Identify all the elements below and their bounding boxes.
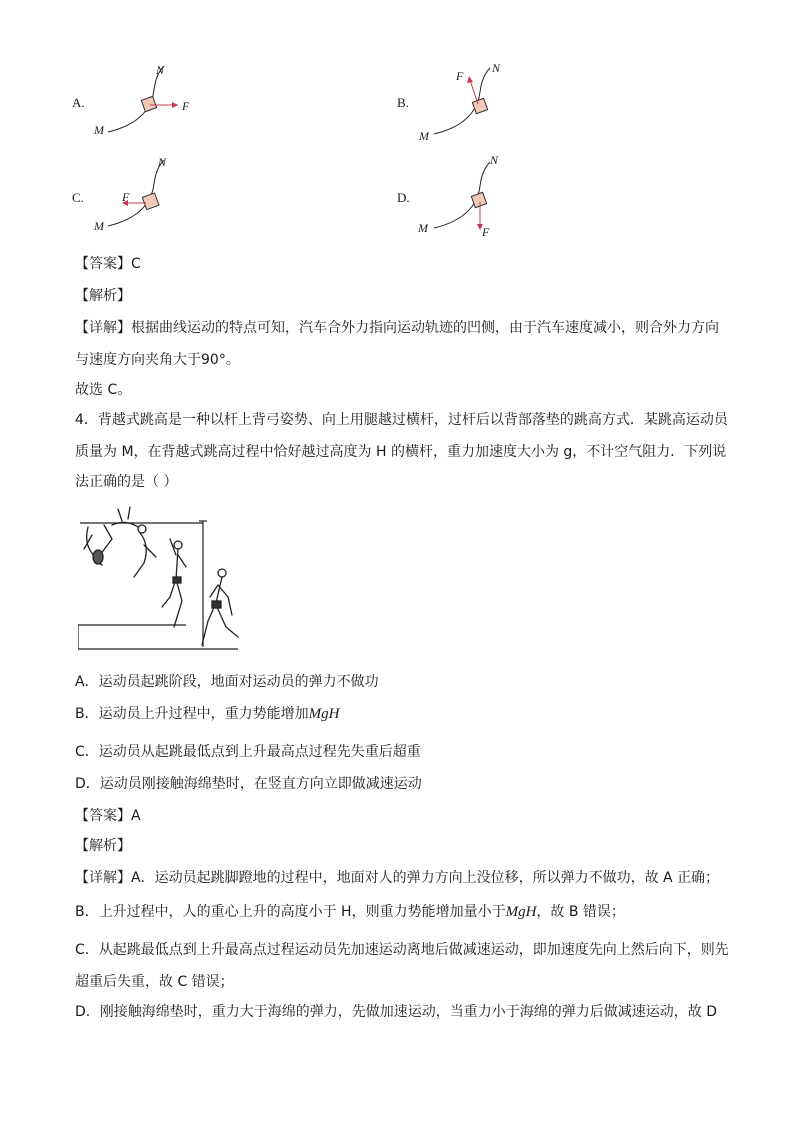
car-block — [472, 98, 487, 113]
q4-detail-b-formula: MgH — [505, 904, 537, 920]
force-arrow — [470, 80, 478, 104]
q4-detail-b — [75, 902, 625, 922]
option-b-diagram — [412, 58, 532, 148]
q4-detail-b-end: ，故 B 错误； — [536, 904, 625, 920]
end-label: N — [158, 155, 167, 169]
start-label: M — [94, 219, 104, 233]
force-label: F — [122, 190, 130, 204]
option-c-diagram — [90, 152, 210, 237]
option-a-diagram — [90, 60, 210, 145]
end-label: N — [492, 61, 501, 75]
high-jump-illustration — [78, 505, 243, 655]
force-label: F — [482, 225, 490, 239]
car-block — [141, 96, 156, 111]
car-block — [142, 193, 159, 210]
force-label: F — [456, 69, 464, 83]
option-d-diagram — [412, 150, 532, 242]
q4-option-b — [75, 704, 339, 724]
q4-detail-a: 【详解】A．运动员起跳脚蹬地的过程中，地面对人的弹力方向上没位移，所以弹力不做功，故 A 正确； — [75, 870, 720, 886]
athlete-figures — [84, 507, 238, 645]
q4-stem-line-1: 4．背越式跳高是一种以杆上背弓姿势、向上用腿越过横杆，过杆后以背部落垫的跳高方式．某跳高运动员 — [75, 412, 728, 428]
option-c-label: C. — [72, 190, 84, 205]
q4-detail-c-line-2: 超重后失重，故 C 错误； — [75, 974, 234, 990]
q4-stem-line-2: 质量为 M，在背越式跳高过程中恰好越过高度为 H 的横杆，重力加速度大小为 g，不计空气阻力．下列说 — [75, 444, 727, 460]
q4-option-d: D．运动员刚接触海绵垫时，在竖直方向立即做减速运动 — [75, 776, 422, 792]
option-d-label: D. — [397, 190, 410, 205]
start-label: M — [94, 123, 104, 137]
q4-analysis-heading: 【解析】 — [75, 838, 131, 854]
start-label: M — [419, 129, 429, 143]
bar-stand — [78, 521, 238, 649]
q4-option-b-formula: MgH — [308, 706, 340, 722]
q3-detail-line-2: 与速度方向夹角大于90°。 — [75, 352, 240, 368]
q4-detail-b-text: B．上升过程中，人的重心上升的高度小于 H，则重力势能增加量小于 — [75, 904, 506, 920]
q4-detail-d: D．刚接触海绵垫时，重力大于海绵的弹力，先做加速运动，当重力小于海绵的弹力后做减速运动，故 D — [75, 1004, 718, 1020]
end-label: N — [156, 63, 165, 77]
q3-answer: 【答案】C — [75, 256, 141, 272]
q4-option-b-text: B．运动员上升过程中，重力势能增加 — [75, 706, 309, 722]
q4-stem-line-3: 法正确的是（ ） — [75, 474, 178, 490]
q3-detail-line-1: 【详解】根据曲线运动的特点可知，汽车合外力指向运动轨迹的凹侧，由于汽车速度减小，则合外力方向 — [75, 320, 719, 336]
q3-conclusion: 故选 C。 — [75, 382, 132, 398]
option-a-label: A. — [72, 95, 85, 110]
end-label: N — [490, 153, 499, 167]
q4-option-c: C．运动员从起跳最低点到上升最高点过程先失重后超重 — [75, 744, 421, 760]
q4-detail-c-line-1: C．从起跳最低点到上升最高点过程运动员先加速运动离地后做减速运动，即加速度先向上然后向下，则先 — [75, 942, 729, 958]
trajectory-curve — [108, 160, 164, 226]
start-label: M — [418, 221, 428, 235]
car-block — [471, 192, 486, 207]
force-label: F — [182, 99, 190, 113]
q4-option-a: A．运动员起跳阶段，地面对运动员的弹力不做功 — [75, 674, 379, 690]
q4-answer: 【答案】A — [75, 808, 141, 824]
option-b-label: B. — [397, 95, 409, 110]
q3-analysis-heading: 【解析】 — [75, 288, 131, 304]
